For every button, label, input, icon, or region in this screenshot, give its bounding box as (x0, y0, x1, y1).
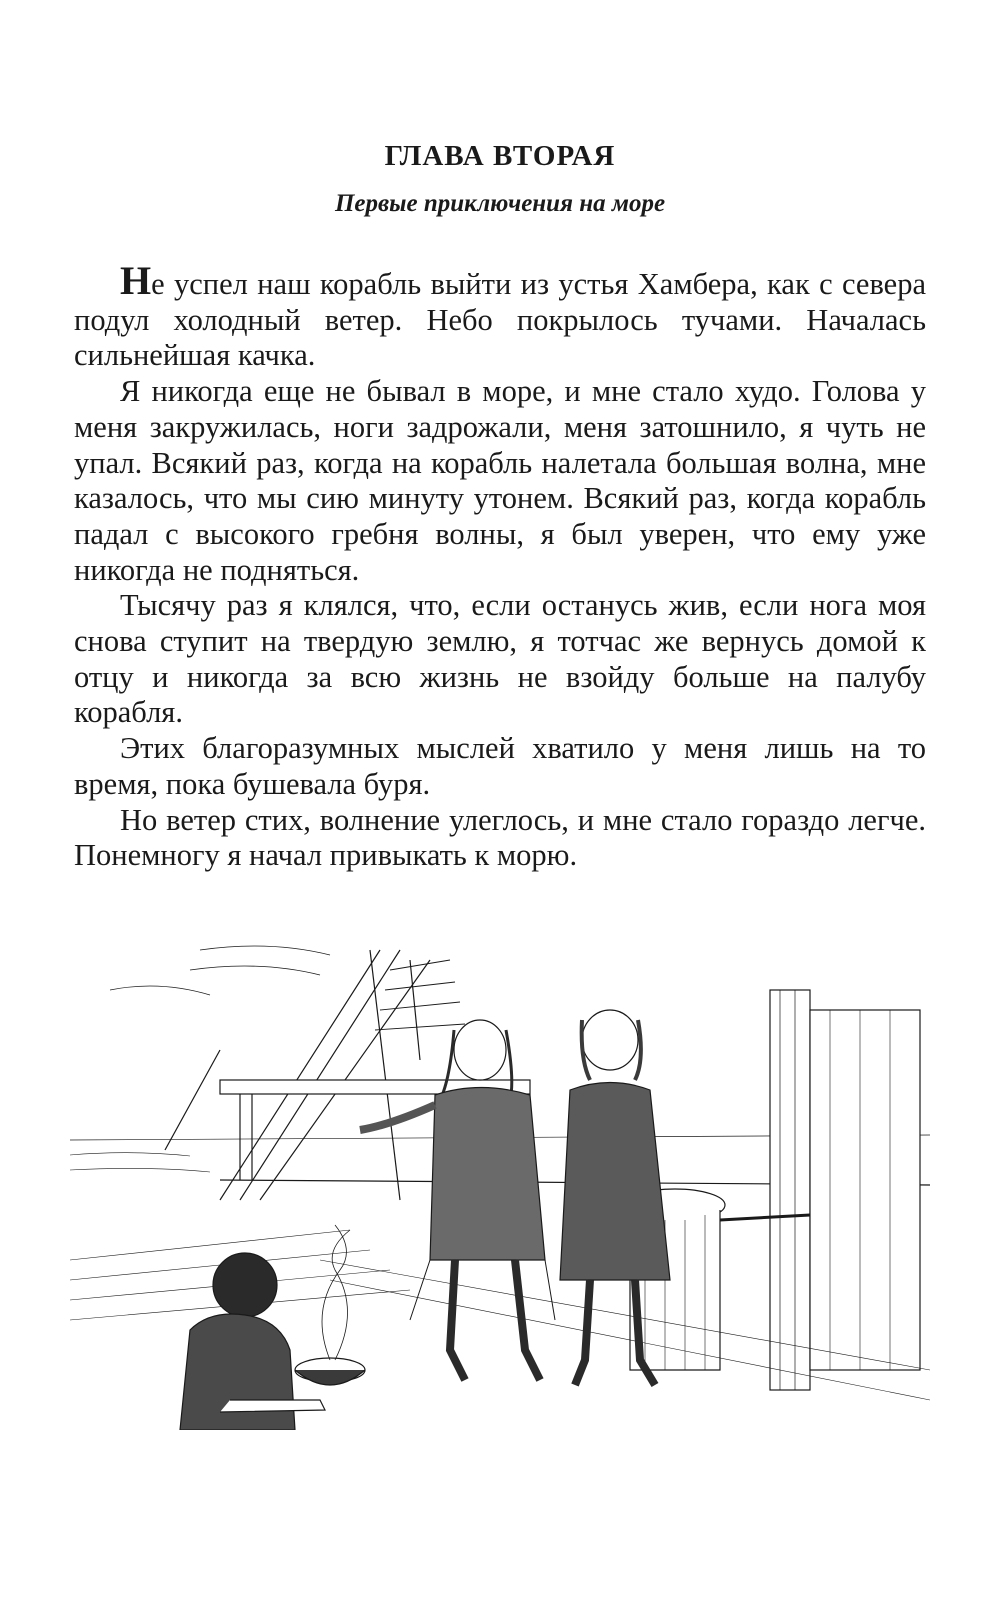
paragraph-3: Тысячу раз я клялся, что, если останусь жив, если нога моя снова ступит на твердую землю, я тотчас же вернусь домой к отцу и никогда за всю жизнь не взойду больше на палубу корабля. (74, 588, 926, 730)
paragraph-2: Я никогда еще не бывал в море, и мне стало худо. Голова у меня закружилась, ноги задрожали, меня затошнило, я чуть не упал. Всякий раз, когда на корабль налетала большая волна, мне казалось, что мы сию минуту утонем. Всякий раз, когда корабль падал с высокого гребня волны, я был уверен, что ему уже никогда не подняться. (74, 374, 926, 587)
ship-deck-engraving-icon (70, 930, 930, 1430)
chapter-body (74, 258, 926, 874)
paragraph-5: Но ветер стих, волнение улеглось, и мне стало гораздо легче. Понемногу я начал привыкать к морю. (74, 802, 926, 873)
ship-deck-illustration (70, 930, 930, 1430)
drop-cap: Н (120, 258, 152, 303)
paragraph-1 (74, 258, 926, 374)
chapter-title: ГЛАВА ВТОРАЯ (384, 140, 616, 172)
paragraph-1-text: е успел наш корабль выйти из устья Хамбера, как с севера подул холодный ветер. Небо покрылось тучами. Началась сильнейшая качка. (74, 267, 926, 373)
paragraph-4: Этих благоразумных мыслей хватило у меня лишь на то время, пока бушевала буря. (74, 731, 926, 801)
chapter-subtitle: Первые приключения на море (334, 190, 666, 217)
